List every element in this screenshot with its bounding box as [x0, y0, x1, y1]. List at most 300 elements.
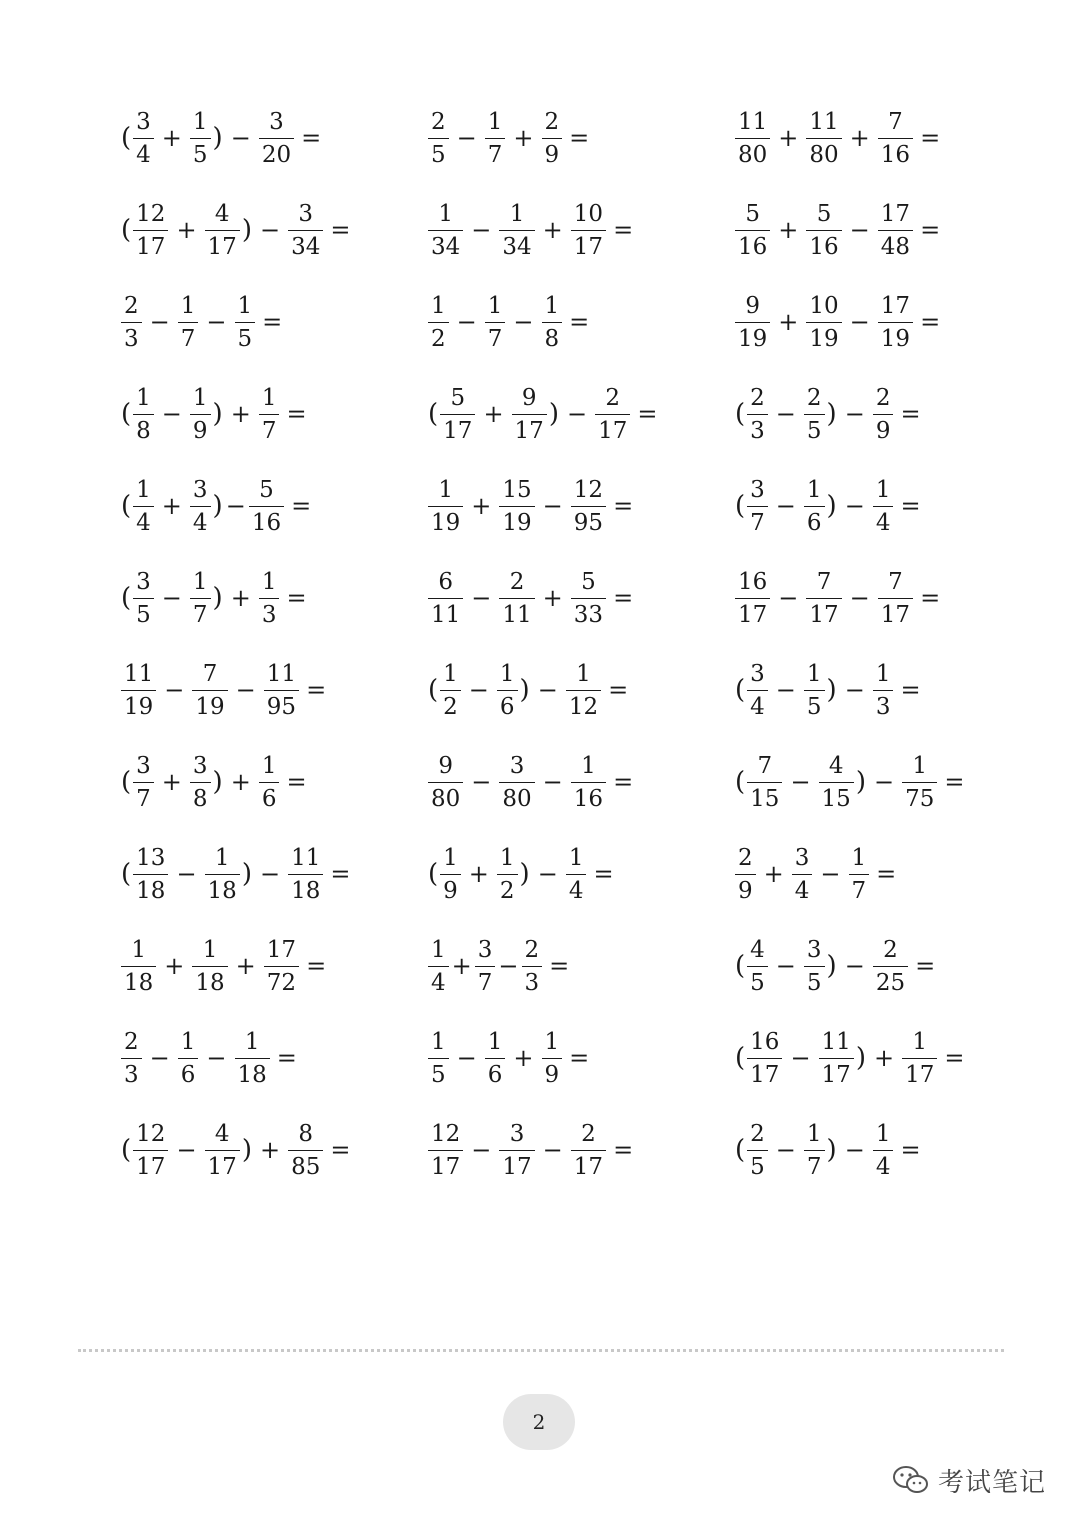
fraction-numerator: 5 [259, 476, 274, 503]
operator: + [542, 584, 563, 612]
math-problem [427, 644, 734, 736]
fraction-numerator: 1 [261, 752, 277, 779]
fraction-denominator: 7 [190, 598, 211, 628]
fraction-denominator: 17 [878, 598, 913, 628]
fraction-numerator: 9 [521, 384, 537, 411]
fraction-denominator: 4 [133, 138, 154, 168]
equals-sign: = [613, 584, 634, 612]
fraction [428, 477, 463, 536]
equals-sign: = [330, 216, 351, 244]
fraction-numerator: 1 [487, 108, 503, 135]
fraction-denominator: 17 [499, 1150, 534, 1180]
fraction-denominator: 25 [873, 966, 908, 996]
fraction [190, 753, 211, 812]
fraction-denominator: 20 [259, 138, 294, 168]
equals-sign: = [608, 676, 629, 704]
fraction-denominator: 5 [428, 1058, 449, 1088]
operator: − [849, 308, 870, 336]
fraction-numerator: 1 [875, 476, 891, 503]
equals-sign: = [306, 952, 327, 980]
parenthesis: ( [121, 399, 132, 429]
fraction-denominator: 7 [178, 322, 199, 352]
operator: − [498, 952, 519, 980]
fraction-numerator: 1 [443, 660, 458, 687]
fraction-numerator: 1 [237, 292, 253, 319]
equals-sign: = [876, 860, 897, 888]
fraction-numerator: 2 [875, 384, 891, 411]
parenthesis: ) [826, 1135, 837, 1165]
fraction [428, 201, 463, 260]
fraction-denominator: 3 [121, 1058, 142, 1088]
fraction [806, 293, 841, 352]
fraction [485, 293, 506, 352]
fraction-denominator: 17 [595, 414, 630, 444]
fraction [205, 845, 240, 904]
math-problem [427, 552, 734, 644]
fraction-denominator: 19 [878, 322, 913, 352]
fraction-denominator: 17 [428, 1150, 463, 1180]
fraction-denominator: 18 [205, 874, 240, 904]
parenthesis: ) [519, 675, 530, 705]
fraction [499, 1121, 534, 1180]
fraction [571, 753, 606, 812]
equals-sign: = [593, 860, 614, 888]
fraction [121, 293, 142, 352]
fraction [804, 661, 825, 720]
fraction-numerator: 2 [883, 936, 898, 963]
fraction [878, 569, 913, 628]
fraction-denominator: 4 [428, 966, 449, 996]
fraction-numerator: 13 [136, 844, 166, 871]
watermark [892, 1456, 1046, 1504]
operator: − [844, 400, 865, 428]
dotted-divider [78, 1349, 1004, 1352]
parenthesis: ) [519, 859, 530, 889]
fraction [806, 569, 841, 628]
parenthesis: ( [735, 767, 746, 797]
fraction-denominator: 9 [542, 138, 563, 168]
fraction-denominator: 7 [485, 322, 506, 352]
fraction-denominator: 6 [259, 782, 280, 812]
parenthesis: ) [212, 399, 223, 429]
operator: − [513, 308, 534, 336]
fraction [499, 569, 534, 628]
fraction [804, 477, 825, 536]
fraction-denominator: 17 [806, 598, 841, 628]
parenthesis: ( [121, 583, 132, 613]
fraction [264, 661, 299, 720]
fraction [873, 661, 894, 720]
equals-sign: = [613, 492, 634, 520]
fraction-numerator: 2 [431, 108, 446, 135]
fraction-denominator: 3 [747, 414, 768, 444]
math-problem [120, 460, 427, 552]
fraction-denominator: 8 [133, 414, 154, 444]
fraction-denominator: 17 [902, 1058, 937, 1088]
fraction-numerator: 1 [180, 292, 196, 319]
parenthesis: ( [121, 859, 132, 889]
fraction [819, 753, 854, 812]
operator: − [849, 216, 870, 244]
fraction-numerator: 2 [738, 844, 753, 871]
equals-sign: = [262, 308, 283, 336]
fraction [235, 1029, 270, 1088]
math-problem [120, 736, 427, 828]
fraction-denominator: 9 [735, 874, 756, 904]
parenthesis: ( [428, 859, 439, 889]
fraction [747, 753, 782, 812]
fraction [133, 477, 154, 536]
fraction-numerator: 1 [875, 660, 891, 687]
math-problem [734, 1012, 1054, 1104]
fraction [133, 569, 154, 628]
math-problem [427, 184, 734, 276]
fraction [542, 1029, 563, 1088]
operator: − [844, 676, 865, 704]
fraction-denominator: 5 [428, 138, 449, 168]
fraction-numerator: 1 [576, 660, 591, 687]
fraction-denominator: 5 [133, 598, 154, 628]
math-problem [427, 368, 734, 460]
fraction-numerator: 1 [244, 1028, 260, 1055]
operator: − [844, 952, 865, 980]
operator: − [849, 584, 870, 612]
math-problem [734, 552, 1054, 644]
fraction [806, 201, 841, 260]
operator: − [259, 860, 281, 888]
fraction-denominator: 5 [190, 138, 211, 168]
operator: + [873, 1044, 895, 1072]
fraction-denominator: 17 [819, 1058, 854, 1088]
fraction [747, 477, 768, 536]
fraction-denominator: 75 [902, 782, 937, 812]
parenthesis: ) [855, 1043, 866, 1073]
fraction-denominator: 17 [133, 230, 168, 260]
operator: + [778, 216, 799, 244]
fraction-numerator: 11 [124, 660, 154, 687]
operator: − [456, 308, 477, 336]
fraction-numerator: 1 [806, 476, 822, 503]
fraction-numerator: 3 [477, 936, 493, 963]
fraction [428, 937, 449, 996]
fraction [902, 1029, 937, 1088]
fraction-numerator: 9 [438, 752, 453, 779]
fraction [192, 937, 227, 996]
fraction-denominator: 7 [485, 138, 506, 168]
fraction-denominator: 5 [235, 322, 256, 352]
math-problem [427, 276, 734, 368]
fraction-numerator: 7 [816, 568, 832, 595]
fraction-numerator: 6 [438, 568, 453, 595]
page-number: 2 [532, 1410, 546, 1434]
operator: − [844, 492, 865, 520]
fraction-numerator: 2 [509, 568, 525, 595]
fraction [133, 753, 154, 812]
operator: − [778, 584, 799, 612]
math-problem [734, 920, 1054, 1012]
fraction-numerator: 1 [438, 200, 453, 227]
fraction [849, 845, 870, 904]
math-problem [120, 828, 427, 920]
fraction-numerator: 1 [202, 936, 218, 963]
fraction-denominator: 4 [747, 690, 768, 720]
fraction [428, 753, 463, 812]
fraction-numerator: 1 [912, 1028, 928, 1055]
fraction-numerator: 2 [124, 1028, 139, 1055]
fraction-denominator: 80 [735, 138, 770, 168]
math-problem [120, 552, 427, 644]
fraction [205, 1121, 240, 1180]
fraction [878, 293, 913, 352]
fraction-denominator: 6 [497, 690, 518, 720]
fraction-numerator: 1 [192, 108, 208, 135]
fraction [595, 385, 630, 444]
fraction-denominator: 19 [192, 690, 227, 720]
fraction-numerator: 3 [269, 108, 284, 135]
fraction-numerator: 3 [136, 568, 151, 595]
fraction [259, 569, 280, 628]
math-problem [120, 184, 427, 276]
fraction-denominator: 18 [133, 874, 168, 904]
fraction-numerator: 2 [806, 384, 822, 411]
operator: + [161, 492, 182, 520]
fraction-numerator: 8 [298, 1120, 314, 1147]
fraction-numerator: 7 [202, 660, 218, 687]
fraction [288, 201, 323, 260]
fraction [440, 385, 475, 444]
fraction [735, 845, 756, 904]
fraction-denominator: 6 [485, 1058, 506, 1088]
fraction-numerator: 1 [499, 660, 515, 687]
math-problem [734, 644, 1054, 736]
operator: − [471, 1136, 492, 1164]
fraction-denominator: 4 [566, 874, 587, 904]
fraction-numerator: 1 [443, 844, 458, 871]
fraction [571, 569, 606, 628]
math-problem [120, 368, 427, 460]
fraction-numerator: 1 [806, 1120, 822, 1147]
parenthesis: ) [241, 215, 252, 245]
equals-sign: = [301, 124, 322, 152]
fraction-denominator: 95 [264, 690, 299, 720]
fraction-numerator: 3 [794, 844, 810, 871]
parenthesis: ( [121, 767, 132, 797]
fraction-denominator: 6 [178, 1058, 199, 1088]
fraction [878, 201, 913, 260]
operator: + [763, 860, 784, 888]
fraction-denominator: 18 [192, 966, 227, 996]
fraction-numerator: 7 [757, 752, 773, 779]
fraction [499, 477, 534, 536]
fraction-denominator: 9 [873, 414, 894, 444]
fraction [499, 753, 534, 812]
fraction [440, 845, 461, 904]
fraction-numerator: 1 [136, 476, 151, 503]
fraction-denominator: 80 [499, 782, 534, 812]
fraction-denominator: 7 [133, 782, 154, 812]
equals-sign: = [920, 308, 941, 336]
operator: + [542, 216, 563, 244]
parenthesis: ) [855, 767, 866, 797]
equals-sign: = [306, 676, 327, 704]
operator: + [778, 308, 799, 336]
fraction-denominator: 15 [747, 782, 782, 812]
fraction [873, 385, 894, 444]
fraction-numerator: 17 [880, 200, 911, 227]
parenthesis: ( [121, 215, 132, 245]
fraction-numerator: 2 [581, 1120, 596, 1147]
fraction-denominator: 9 [190, 414, 211, 444]
operator: + [230, 768, 251, 796]
fraction-numerator: 9 [745, 292, 760, 319]
fraction-numerator: 3 [509, 1120, 525, 1147]
math-problem [427, 736, 734, 828]
equals-sign: = [920, 584, 941, 612]
operator: − [537, 676, 558, 704]
fraction-denominator: 2 [497, 874, 518, 904]
fraction-numerator: 2 [124, 292, 139, 319]
fraction [190, 385, 211, 444]
fraction-numerator: 5 [450, 384, 466, 411]
equals-sign: = [637, 400, 658, 428]
fraction-numerator: 2 [544, 108, 560, 135]
fraction [497, 661, 518, 720]
fraction [878, 109, 913, 168]
equals-sign: = [920, 124, 941, 152]
fraction [288, 1121, 323, 1180]
fraction-denominator: 5 [747, 1150, 768, 1180]
fraction [205, 201, 240, 260]
fraction-denominator: 9 [440, 874, 461, 904]
fraction [133, 845, 168, 904]
page-number-badge [503, 1394, 575, 1450]
math-problem [120, 1104, 427, 1196]
fraction [428, 293, 449, 352]
fraction [133, 1121, 168, 1180]
fraction [804, 385, 825, 444]
fraction-numerator: 10 [573, 200, 604, 227]
fraction-denominator: 80 [806, 138, 841, 168]
equals-sign: = [569, 124, 590, 152]
fraction-numerator: 1 [180, 1028, 196, 1055]
fraction-denominator: 4 [873, 1150, 894, 1180]
fraction-denominator: 17 [571, 230, 606, 260]
operator: − [471, 584, 492, 612]
fraction [440, 661, 461, 720]
equals-sign: = [920, 216, 941, 244]
fraction [873, 1121, 894, 1180]
operator: − [873, 768, 895, 796]
math-problem [427, 460, 734, 552]
operator: − [164, 676, 185, 704]
fraction-denominator: 19 [499, 506, 534, 536]
operator: + [468, 860, 489, 888]
parenthesis: ) [212, 583, 223, 613]
operator: − [468, 676, 489, 704]
fraction-numerator: 1 [131, 936, 146, 963]
watermark-text: 考试笔记 [938, 1467, 1047, 1498]
fraction [735, 569, 770, 628]
fraction-numerator: 5 [581, 568, 596, 595]
operator: − [206, 308, 227, 336]
fraction-denominator: 15 [819, 782, 854, 812]
fraction-numerator: 1 [487, 1028, 503, 1055]
fraction [249, 477, 284, 536]
operator: − [790, 768, 811, 796]
math-problem [427, 1104, 734, 1196]
fraction [428, 109, 449, 168]
fraction-denominator: 4 [792, 874, 813, 904]
fraction-numerator: 1 [192, 568, 208, 595]
fraction [566, 845, 587, 904]
fraction-denominator: 7 [259, 414, 280, 444]
fraction [428, 1029, 449, 1088]
fraction-denominator: 34 [288, 230, 323, 260]
fraction-denominator: 19 [428, 506, 463, 536]
operator: − [566, 400, 588, 428]
fraction-denominator: 4 [190, 506, 211, 536]
operator: − [456, 1044, 477, 1072]
operator: − [149, 1044, 170, 1072]
equals-sign: = [569, 1044, 590, 1072]
fraction [873, 477, 894, 536]
fraction-numerator: 4 [214, 200, 230, 227]
operator: − [161, 400, 182, 428]
fraction [499, 201, 534, 260]
fraction [522, 937, 543, 996]
wechat-icon [892, 1464, 930, 1496]
fraction [259, 385, 280, 444]
fraction-denominator: 7 [475, 966, 496, 996]
operator: + [451, 952, 472, 980]
fraction [475, 937, 496, 996]
math-problem [734, 1104, 1054, 1196]
operator: + [230, 400, 251, 428]
fraction-numerator: 1 [544, 292, 560, 319]
equals-sign: = [549, 952, 570, 980]
equals-sign: = [944, 1044, 965, 1072]
fraction-denominator: 18 [121, 966, 156, 996]
fraction [190, 477, 211, 536]
parenthesis: ( [735, 951, 746, 981]
fraction-denominator: 16 [806, 230, 841, 260]
fraction [804, 937, 825, 996]
equals-sign: = [276, 1044, 297, 1072]
parenthesis: ( [121, 1135, 132, 1165]
fraction-numerator: 1 [912, 752, 928, 779]
equals-sign: = [900, 400, 921, 428]
fraction-denominator: 19 [735, 322, 770, 352]
operator: − [230, 124, 251, 152]
parenthesis: ) [826, 951, 837, 981]
fraction-denominator: 33 [571, 598, 606, 628]
fraction-numerator: 3 [750, 660, 765, 687]
fraction-denominator: 17 [512, 414, 547, 444]
equals-sign: = [286, 584, 307, 612]
operator: − [775, 492, 796, 520]
operator: − [176, 860, 197, 888]
parenthesis: ( [735, 399, 746, 429]
fraction-denominator: 8 [190, 782, 211, 812]
operator: + [471, 492, 492, 520]
operator: + [513, 124, 534, 152]
operator: + [778, 124, 799, 152]
fraction-numerator: 12 [136, 1120, 166, 1147]
fraction-numerator: 1 [214, 844, 230, 871]
fraction-denominator: 16 [571, 782, 606, 812]
fraction-denominator: 34 [499, 230, 534, 260]
fraction [902, 753, 937, 812]
